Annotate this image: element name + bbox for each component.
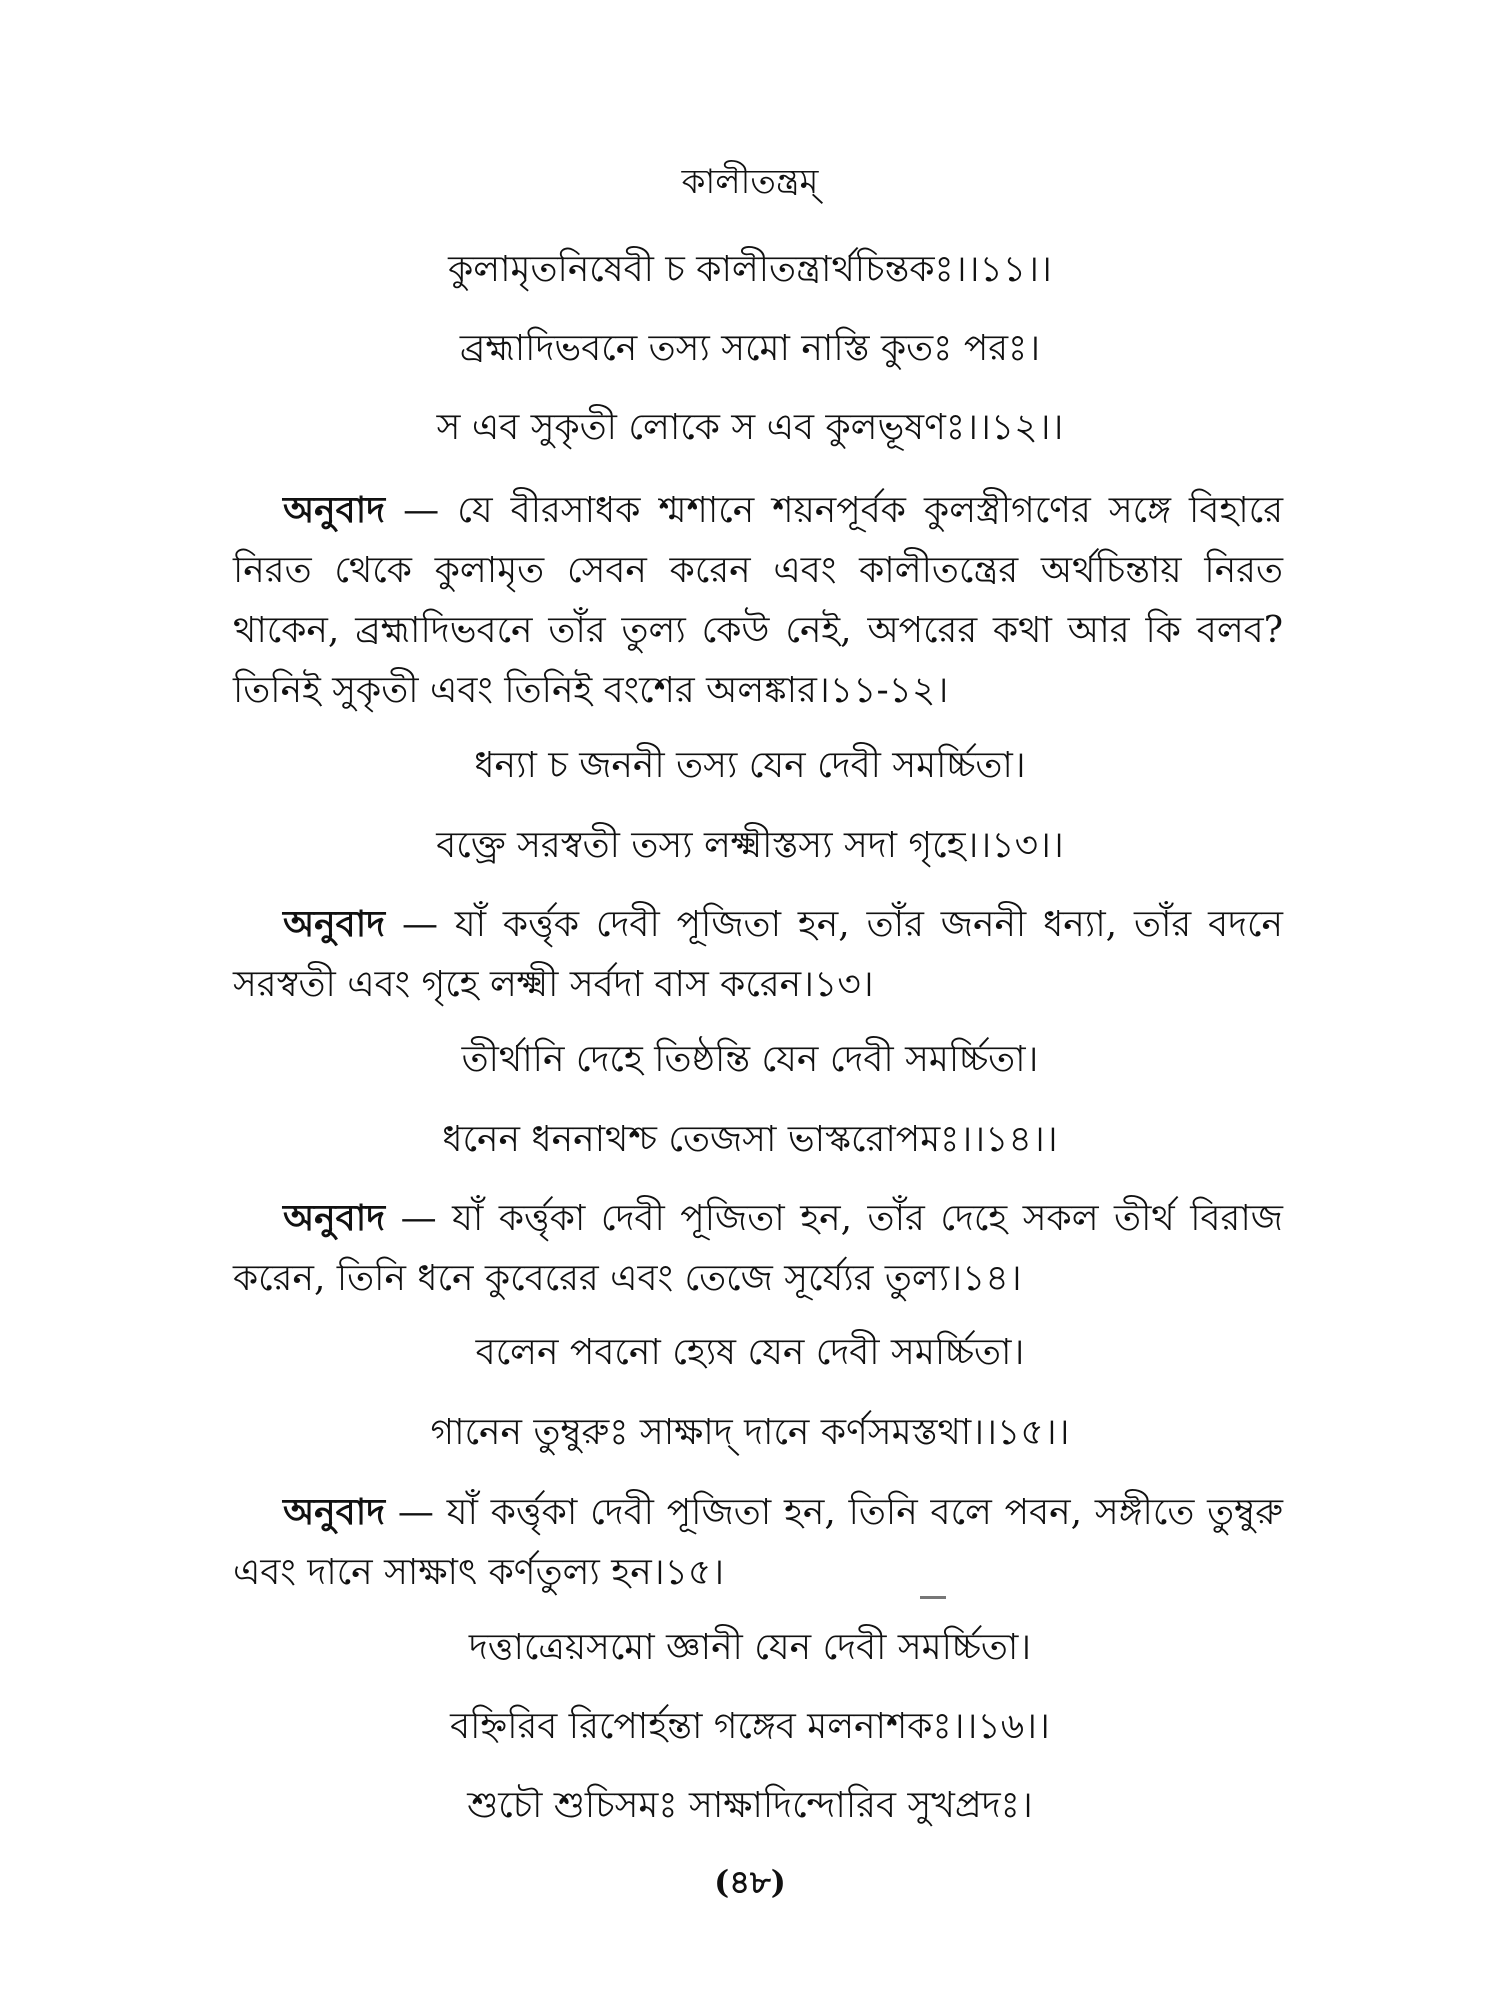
translation-text: — যাঁ কর্ত্তৃকা দেবী পূজিতা হন, তিনি বলে পবন, সঙ্গীতে তুম্বুরু এবং দানে সাক্ষাৎ কর্ণতুল্য হন।১৫। bbox=[233, 1492, 1283, 1593]
translation-label: অনুবাদ bbox=[283, 1491, 386, 1533]
translation-paragraph bbox=[233, 1188, 1283, 1309]
verse-line: স এব সুকৃতী লোকে স এব কুলভূষণঃ।।১২।। bbox=[436, 407, 1064, 448]
translation-paragraph bbox=[233, 480, 1283, 721]
translation-text: — যাঁ কর্ত্তৃকা দেবী পূজিতা হন, তাঁর দেহে সকল তীর্থ বিরাজ করেন, তিনি ধনে কুবেরের এবং তেজে সূর্য্যের তুল্য।১৪। bbox=[233, 1198, 1283, 1299]
verse-line: তীর্থানি দেহে তিষ্ঠন্তি যেন দেবী সমর্চ্চিতা। bbox=[461, 1039, 1039, 1080]
translation-text: — যে বীরসাধক শ্মশানে শয়নপূর্বক কুলস্ত্রীগণের সঙ্গে বিহারে নিরত থেকে কুলামৃত সেবন করেন এবং কালীতন্ত্রের অর্থচিন্তায় নিরত থাকেন, ব্রহ্মাদিভবনে তাঁর তুল্য কেউ নেই, অপরের কথা আর কি বলব? তিনিই সুকৃতী এবং তিনিই বংশের অলঙ্কার।১১-১২। bbox=[233, 490, 1283, 711]
page-number: (৪৮) bbox=[714, 1863, 786, 1901]
verse-line: ধন্যা চ জননী তস্য যেন দেবী সমর্চ্চিতা। bbox=[474, 745, 1026, 786]
translation-label: অনুবাদ bbox=[283, 903, 386, 945]
verse-line: বক্ত্রে সরস্বতী তস্য লক্ষ্মীস্তস্য সদা গৃহে।।১৩।। bbox=[436, 825, 1064, 866]
translation-label: অনুবাদ bbox=[283, 489, 386, 531]
print-mark bbox=[920, 1596, 946, 1599]
translation-label: অনুবাদ bbox=[283, 1197, 386, 1239]
verse-line: দত্তাত্রেয়সমো জ্ঞানী যেন দেবী সমর্চ্চিতা। bbox=[468, 1627, 1032, 1668]
verse-line: গানেন তুম্বুরুঃ সাক্ষাদ্ দানে কর্ণসমস্তথা।।১৫।। bbox=[430, 1412, 1070, 1453]
translation-paragraph bbox=[233, 894, 1283, 1015]
page-header: কালীতন্ত্রম্ bbox=[681, 162, 819, 202]
translation-paragraph bbox=[233, 1482, 1283, 1603]
verse-line: কুলামৃতনিষেবী চ কালীতন্ত্রার্থচিন্তকঃ।।১১।। bbox=[448, 249, 1052, 290]
verse-line: বহ্নিরিব রিপোর্হন্তা গঙ্গেব মলনাশকঃ।।১৬।। bbox=[450, 1706, 1050, 1747]
verse-line: ধনেন ধননাথশ্চ তেজসা ভাস্করোপমঃ।।১৪।। bbox=[442, 1119, 1058, 1160]
verse-line: ব্রহ্মাদিভবনে তস্য সমো নাস্তি কুতঃ পরঃ। bbox=[459, 328, 1041, 369]
verse-line: শুচৌ শুচিসমঃ সাক্ষাদিন্দোরিব সুখপ্রদঃ। bbox=[467, 1785, 1033, 1826]
translation-text: — যাঁ কর্ত্তৃক দেবী পূজিতা হন, তাঁর জননী ধন্যা, তাঁর বদনে সরস্বতী এবং গৃহে লক্ষ্মী সর্বদা বাস করেন।১৩। bbox=[233, 904, 1284, 1005]
verse-line: বলেন পবনো হ্যেষ যেন দেবী সমর্চ্চিতা। bbox=[475, 1332, 1025, 1373]
